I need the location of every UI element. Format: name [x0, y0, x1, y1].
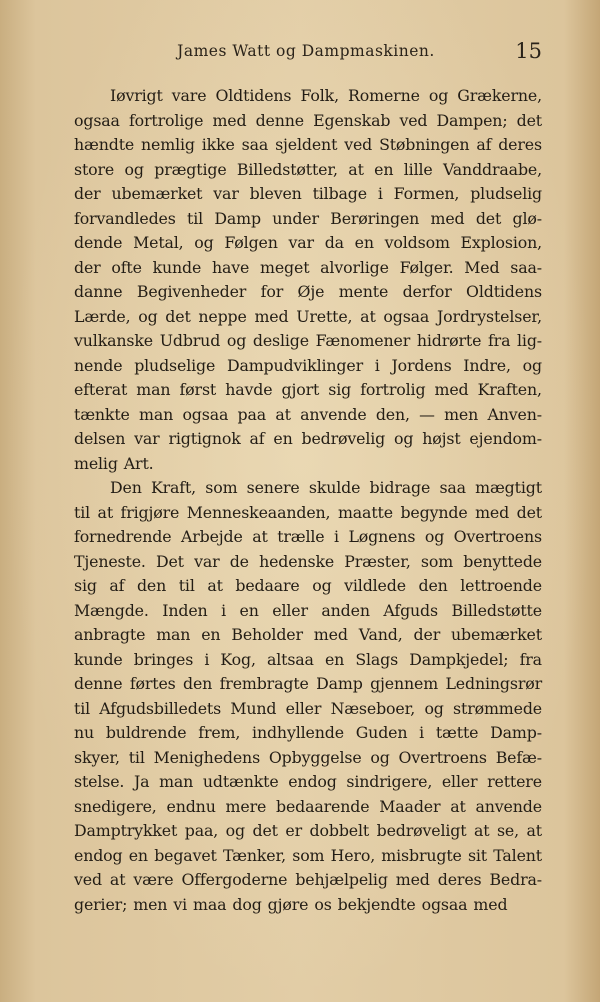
- text-line: snedigere, endnu mere bedaarende Maader at anvende: [74, 796, 542, 816]
- text-line: til Afgudsbilledets Mund eller Næseboer, og strømmede: [74, 698, 542, 718]
- text-line: denne førtes den frembragte Damp gjennem Ledningsrør: [74, 674, 542, 693]
- text-line: delsen var rigtignok af en bedrøvelig og højst ejendom-: [74, 429, 542, 448]
- text-line: Damptrykket paa, og det er dobbelt bedrøveligt at se, at: [74, 821, 542, 840]
- running-title: James Watt og Dampmaskinen.: [177, 42, 435, 60]
- body-text: [74, 84, 542, 917]
- text-line: Den Kraft, som senere skulde bidrage saa mægtigt: [110, 478, 542, 497]
- text-line: Mængde. Inden i en eller anden Afguds Billedstøtte: [74, 600, 542, 620]
- text-line: Tjeneste. Det var de hedenske Præster, som benyttede: [74, 551, 542, 571]
- text-line: ogsaa fortrolige med denne Egenskab ved Dampen; det: [74, 110, 542, 130]
- text-line: der ubemærket var bleven tilbage i Formen, pludselig: [74, 184, 542, 203]
- text-line: hændte nemlig ikke saa sjeldent ved Støbningen af deres: [74, 135, 542, 154]
- text-line: stelse. Ja man udtænkte endog sindrigere, eller rettere: [74, 772, 542, 791]
- text-line: dende Metal, og Følgen var da en voldsom Explosion,: [74, 233, 542, 252]
- text-line: nende pludselige Dampudviklinger i Jordens Indre, og: [74, 355, 542, 375]
- text-line: store og prægtige Billedstøtter, at en lille Vanddraabe,: [74, 159, 542, 179]
- text-line: tænkte man ogsaa paa at anvende den, — men Anven-: [74, 404, 542, 424]
- text-line: vulkanske Udbrud og deslige Fænomener hidrørte fra lig-: [74, 331, 542, 350]
- text-line: melig Art.: [74, 453, 154, 473]
- text-line: kunde bringes i Kog, altsaa en Slags Dampkjedel; fra: [74, 649, 542, 669]
- text-line: nu buldrende frem, indhyllende Guden i tætte Damp-: [74, 723, 542, 742]
- text-line: sig af den til at bedaare og vildlede den lettroende: [74, 576, 542, 595]
- paragraph: [74, 84, 542, 476]
- text-line: Iøvrigt vare Oldtidens Folk, Romerne og Grækerne,: [110, 86, 542, 105]
- paragraph: [74, 476, 542, 917]
- text-line: der ofte kunde have meget alvorlige Følger. Med saa-: [74, 257, 542, 277]
- text-line: gerier; men vi maa dog gjøre os bekjendte ogsaa med: [74, 894, 508, 914]
- text-line: efterat man først havde gjort sig fortrolig med Kraften,: [74, 380, 542, 399]
- text-line: ved at være Offergoderne behjælpelig med deres Bedra-: [74, 870, 542, 889]
- text-line: anbragte man en Beholder med Vand, der ubemærket: [74, 625, 542, 644]
- text-line: forvandledes til Damp under Berøringen med det glø-: [74, 208, 542, 228]
- page-number: 15: [515, 39, 542, 63]
- text-line: danne Begivenheder for Øje mente derfor Oldtidens: [74, 282, 542, 301]
- text-line: fornedrende Arbejde at trælle i Løgnens og Overtroens: [74, 527, 542, 546]
- text-line: Lærde, og det neppe med Urette, at ogsaa Jordrystelser,: [74, 306, 542, 326]
- text-line: endog en begavet Tænker, som Hero, misbrugte sit Talent: [74, 845, 542, 865]
- text-line: skyer, til Menighedens Opbyggelse og Overtroens Befæ-: [74, 747, 542, 767]
- page-header: [70, 39, 542, 70]
- text-line: til at frigjøre Menneskeaanden, maatte begynde med det: [74, 502, 542, 522]
